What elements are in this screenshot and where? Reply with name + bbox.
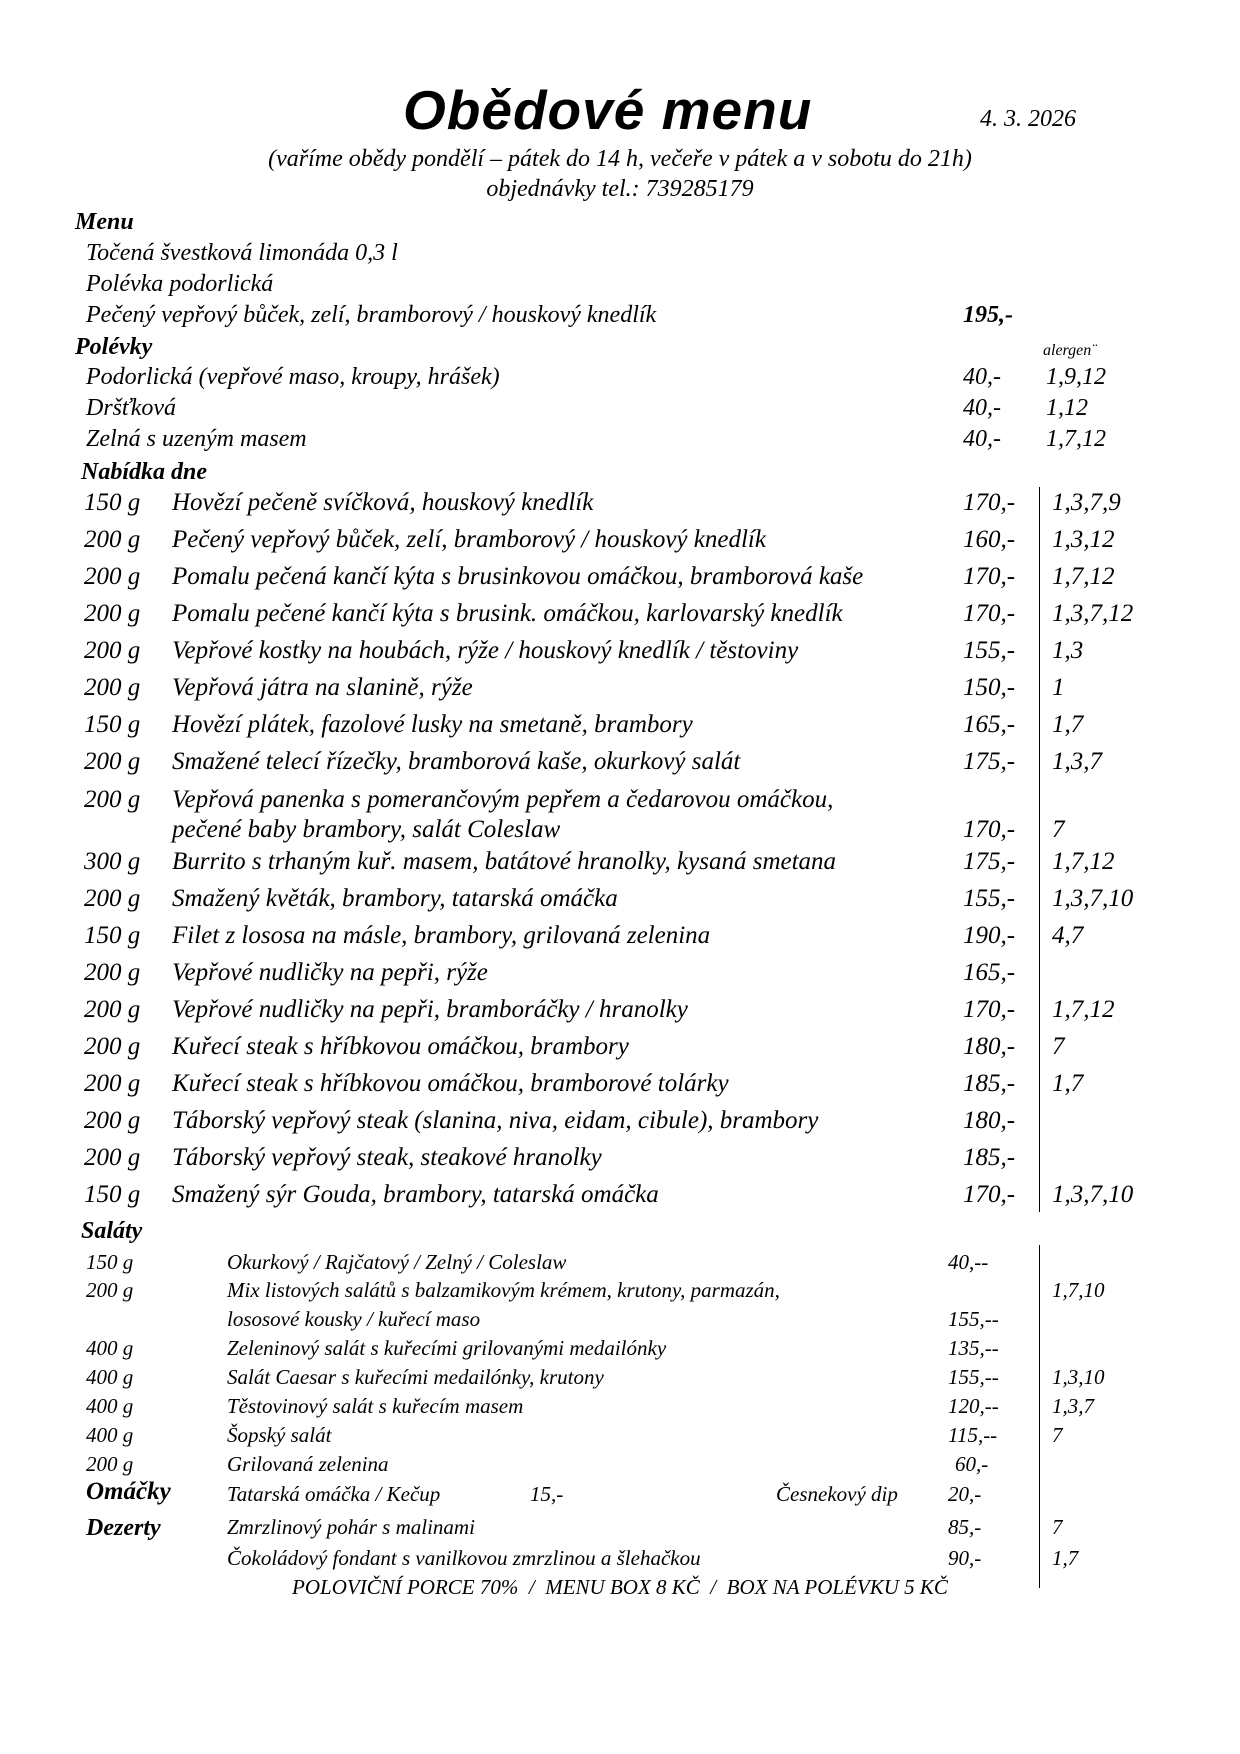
dish-price: 170,- [963,816,1016,843]
soup-allergens: 1,7,12 [1046,426,1106,452]
salad-weight: 150 g [86,1250,134,1274]
salad-name: Zeleninový salát s kuřecími grilovanými medailónky [227,1336,667,1360]
page-title: Obědové menu [403,79,813,141]
dish-name: Vepřové kostky na houbách, rýže / houskový knedlík / těstoviny [172,637,799,664]
dish-allergens: 1,7,12 [1052,996,1115,1023]
dessert-name: Čokoládový fondant s vanilkovou zmrzlinou a šlehačkou [227,1546,701,1570]
salad-price: 155,-- [948,1307,999,1331]
menu-item: Polévka podorlická [86,271,274,297]
dish-allergens: 1,3,12 [1052,526,1115,553]
menu-price: 195,- [963,302,1013,328]
dish-name: Smažené telecí řízečky, bramborová kaše, okurkový salát [172,748,741,775]
dish-weight: 200 g [84,996,141,1023]
dish-name-continued: pečené baby brambory, salát Coleslaw [172,816,561,843]
soup-name: Zelná s uzeným masem [86,426,307,452]
dish-weight: 150 g [84,489,141,516]
salad-price: 135,-- [948,1336,999,1360]
dish-name: Vepřové nudličky na pepři, bramboráčky / hranolky [172,996,688,1023]
dish-name: Pečený vepřový bůček, zelí, bramborový / houskový knedlík [172,526,766,553]
dish-price: 150,- [963,674,1016,701]
dish-allergens: 1,7,12 [1052,563,1115,590]
dish-name: Hovězí pečeně svíčková, houskový knedlík [172,489,594,516]
dessert-allergens: 1,7 [1052,1546,1079,1570]
dish-price: 170,- [963,996,1016,1023]
salad-weight: 200 g [86,1452,134,1476]
order-phone: objednávky tel.: 739285179 [486,176,754,202]
soup-price: 40,- [963,364,1001,390]
dish-name: Kuřecí steak s hříbkovou omáčkou, brambory [172,1033,629,1060]
dish-allergens: 7 [1052,1033,1065,1060]
dish-weight: 200 g [84,600,141,627]
salad-name: Těstovinový salát s kuřecím masem [227,1394,524,1418]
dish-name: Kuřecí steak s hříbkovou omáčkou, bramborové tolárky [172,1070,729,1097]
section-salads-heading: Saláty [81,1218,143,1244]
salad-weight: 200 g [86,1278,134,1302]
dish-name: Pomalu pečené kančí kýta s brusink. omáčkou, karlovarský knedlík [172,600,843,627]
dish-price: 155,- [963,885,1016,912]
footer-note: POLOVIČNÍ PORCE 70% / MENU BOX 8 KČ / BOX NA POLÉVKU 5 KČ [292,1575,948,1599]
salad-price: 120,-- [948,1394,999,1418]
soup-allergens: 1,9,12 [1046,364,1106,390]
dish-allergens: 1,7,12 [1052,848,1115,875]
soup-price: 40,- [963,395,1001,421]
dish-name: Vepřová panenka s pomerančovým pepřem a čedarovou omáčkou, [172,786,834,813]
salad-name: Šopský salát [227,1423,332,1447]
dish-price: 175,- [963,848,1016,875]
dish-price: 180,- [963,1107,1016,1134]
dish-name: Hovězí plátek, fazolové lusky na smetaně, brambory [172,711,693,738]
menu-box-note: MENU BOX 8 KČ [545,1575,700,1599]
dish-weight: 200 g [84,959,141,986]
opening-hours: (vaříme obědy pondělí – pátek do 14 h, večeře v pátek a v sobotu do 21h) [268,146,972,172]
dish-allergens: 1,3,7,9 [1052,489,1121,516]
salad-weight: 400 g [86,1336,134,1360]
dish-weight: 200 g [84,1144,141,1171]
dish-weight: 200 g [84,674,141,701]
salad-name: Mix listových salátů s balzamikovým krémem, krutony, parmazán, [227,1278,780,1302]
dish-allergens: 1 [1052,674,1065,701]
dish-name: Vepřové nudličky na pepři, rýže [172,959,488,986]
dish-allergens: 1,3 [1052,637,1084,664]
dish-weight: 150 g [84,1181,141,1208]
dish-weight: 200 g [84,1107,141,1134]
dish-weight: 150 g [84,711,141,738]
dessert-name: Zmrzlinový pohár s malinami [227,1515,475,1539]
dish-price: 160,- [963,526,1016,553]
dish-name: Filet z lososa na másle, brambory, grilovaná zelenina [172,922,711,949]
dish-weight: 150 g [84,922,141,949]
dish-weight: 200 g [84,1070,141,1097]
dish-allergens: 7 [1052,816,1065,843]
sauce-name: Česnekový dip [776,1482,898,1506]
salad-name-continued: lososové kousky / kuřecí maso [227,1307,481,1331]
dish-weight: 200 g [84,885,141,912]
soup-allergens: 1,12 [1046,395,1088,421]
soup-price: 40,- [963,426,1001,452]
dish-allergens: 1,3,7,12 [1052,600,1134,627]
dish-weight: 200 g [84,526,141,553]
dish-price: 170,- [963,563,1016,590]
section-menu-heading: Menu [75,209,134,235]
dish-weight: 300 g [84,848,141,875]
salad-name: Salát Caesar s kuřecími medailónky, krutony [227,1365,604,1389]
salad-price: 40,-- [948,1250,989,1274]
menu-item: Pečený vepřový bůček, zelí, bramborový / houskový knedlík [86,302,657,328]
salad-allergens: 1,7,10 [1052,1278,1105,1302]
dish-name: Smažený sýr Gouda, brambory, tatarská omáčka [172,1181,659,1208]
dish-weight: 200 g [84,748,141,775]
dish-weight: 200 g [84,637,141,664]
salad-weight: 400 g [86,1365,134,1389]
dish-name: Pomalu pečená kančí kýta s brusinkovou omáčkou, bramborová kaše [172,563,864,590]
dish-price: 180,- [963,1033,1016,1060]
dish-allergens: 1,3,7,10 [1052,1181,1134,1208]
half-portion-note: POLOVIČNÍ PORCE 70% [292,1575,519,1599]
salad-name: Okurkový / Rajčatový / Zelný / Coleslaw [227,1250,567,1274]
dish-price: 170,- [963,1181,1016,1208]
dish-weight: 200 g [84,1033,141,1060]
dessert-allergens: 7 [1052,1515,1063,1539]
dish-name: Táborský vepřový steak (slanina, niva, eidam, cibule), brambory [172,1107,819,1134]
menu-item: Točená švestková limonáda 0,3 l [86,240,398,266]
soup-name: Podorlická (vepřové maso, kroupy, hrášek) [86,364,500,390]
dish-price: 170,- [963,600,1016,627]
salad-weight: 400 g [86,1394,134,1418]
dish-name: Burrito s trhaným kuř. masem, batátové hranolky, kysaná smetana [172,848,837,875]
dish-name: Smažený květák, brambory, tatarská omáčka [172,885,618,912]
dish-allergens: 4,7 [1052,922,1084,949]
sauce-name: Tatarská omáčka / Kečup [227,1482,441,1506]
allergen-column-divider [1039,1245,1040,1588]
salad-allergens: 1,3,10 [1052,1365,1105,1389]
salad-weight: 400 g [86,1423,134,1447]
menu-date: 4. 3. 2026 [980,106,1076,132]
section-soups-heading: Polévky [75,334,153,360]
soup-name: Dršťková [86,395,177,421]
salad-price: 155,-- [948,1365,999,1389]
dish-name: Vepřová játra na slanině, rýže [172,674,473,701]
dish-price: 190,- [963,922,1016,949]
dish-price: 155,- [963,637,1016,664]
dish-price: 185,- [963,1070,1016,1097]
allergen-column-divider [1039,487,1040,1212]
dish-weight: 200 g [84,563,141,590]
sauce-price: 20,- [948,1482,982,1506]
sauce-price: 15,- [530,1482,564,1506]
section-sauces-heading: Omáčky [86,1478,171,1505]
section-daily-heading: Nabídka dne [81,459,207,485]
dish-price: 165,- [963,959,1016,986]
salad-price: 115,-- [948,1423,998,1447]
section-desserts-heading: Dezerty [86,1515,161,1541]
dish-price: 165,- [963,711,1016,738]
dessert-price: 85,- [948,1515,982,1539]
dish-weight: 200 g [84,786,141,813]
dish-price: 185,- [963,1144,1016,1171]
dessert-price: 90,- [948,1546,982,1570]
allergen-label: alergen¨ [1043,342,1097,359]
soup-box-note: BOX NA POLÉVKU 5 KČ [726,1575,948,1599]
dish-allergens: 1,3,7 [1052,748,1102,775]
dish-name: Táborský vepřový steak, steakové hranolky [172,1144,602,1171]
dish-price: 170,- [963,489,1016,516]
salad-price: 60,- [955,1452,989,1476]
salad-name: Grilovaná zelenina [227,1452,389,1476]
dish-allergens: 1,7 [1052,1070,1084,1097]
dish-allergens: 1,7 [1052,711,1084,738]
salad-allergens: 1,3,7 [1052,1394,1094,1418]
dish-allergens: 1,3,7,10 [1052,885,1134,912]
salad-allergens: 7 [1052,1423,1063,1447]
dish-price: 175,- [963,748,1016,775]
